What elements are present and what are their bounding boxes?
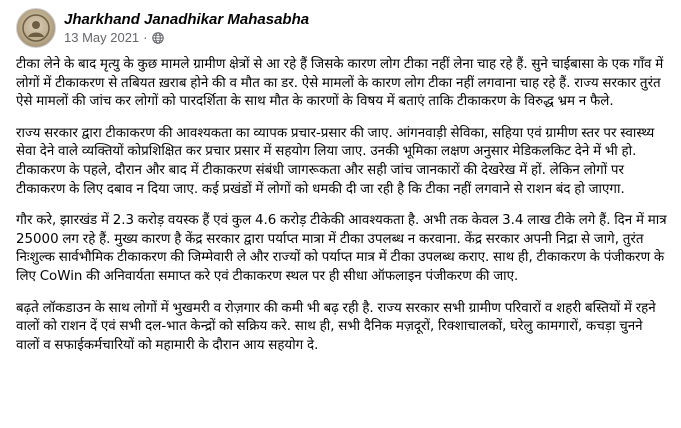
post-header bbox=[16, 8, 309, 48]
page-avatar[interactable] bbox=[16, 8, 56, 48]
avatar-emblem-icon bbox=[21, 13, 51, 43]
post-body bbox=[16, 56, 668, 368]
meta-separator: · bbox=[143, 30, 148, 45]
post-paragraph-2: राज्य सरकार द्वारा टीकाकरण की आवश्यकता का व्यापक प्रचार-प्रसार की जाए. आंगनवाड़ी सेविका, सहिया एवं ग्रामीण स्तर पर स्वास्थ्य सेवा देने वाले व्यक्तियों कोप्रशिक्षित कर प्रचार प्रसार में सहयोग लिया जाए. उनकी भूमिका लक्षण अनुसार मेडिकलकिट देने में भी हो. टीकाकरण के पहले, दौरान और बाद में टीकाकरण संबंधी जागरूकता और सही जांच जानकारों की देखरेख में हों. लेकिन लोगों पर टीकाकरण के लिए दबाव न दिया जाए. कई प्रखंडों में लोगों को धमकी दी जा रही है कि टीका नहीं लगवाने से राशन बंद हो जाएगा. bbox=[16, 125, 655, 197]
post-paragraph-4: बढ़ते लॉकडाउन के साथ लोगों में भुखमरी व रोज़गार की कमी भी बढ़ रही है. राज्य सरकार सभी ग्रामीण परिवारों व शहरी बस्तियों में रहने वालों को राशन दें एवं सभी दल-भात केन्द्रों को सक्रिय करे. साथ ही, सभी दैनिक मज़दूरों, रिक्शाचालकों, घरेलु कामगारों, कचड़ा चुनने वालों व सफाईकर्मचारियों को महामारी के दौरान आय सहयोग दे. bbox=[16, 300, 656, 353]
post-date[interactable]: 13 May 2021 bbox=[64, 30, 140, 45]
author-name[interactable]: Jharkhand Janadhikar Mahasabha bbox=[64, 11, 310, 28]
post-meta bbox=[64, 10, 309, 46]
post-paragraph-3: गौर करे, झारखंड में 2.3 करोड़ वयस्क हैं एवं कुल 4.6 करोड़ टीकेकी आवश्यकता है. अभी तक केवल 3.4 लाख टीके लगे हैं. दिन में मात्र 25000 लग रहे हैं. मुख्य कारण है केंद्र सरकार द्वारा पर्याप्त मात्रा में टीका उपलब्ध न करवाना. केंद्र सरकार अपनी निद्रा से जागे, तुरंत निःशुल्क सार्वभौमिक टीकाकरण की जिम्मेवारी ले और राज्यों को पर्याप्त मात्र में टीका उपलब्ध कराए. साथ ही, टीकाकरण के पंजीकरण के लिए CoWin की अनिवार्यता समाप्त करे एवं टीकाकरण स्थल पर ही सीधा ऑफलाइन पंजीकरण की जाए. bbox=[16, 213, 667, 284]
post-subline bbox=[64, 30, 309, 46]
globe-icon[interactable] bbox=[152, 32, 164, 44]
post-paragraph-1: टीका लेने के बाद मृत्यु के कुछ मामले ग्रामीण क्षेत्रों से आ रहे हैं जिसके कारण लोग टीका नहीं लेना चाह रहे हैं. सुने चाईबासा के एक गाँव में लोगों में टीकाकरण से तबियत ख़राब होने की व मौत का डर. ऐसे मामलों के कारण लोग टीका नहीं लगवाना चाह रहे हैं. राज्य सरकार तुरंत ऐसे मामलों की जांच कर लोगों को पारदर्शिता के साथ मौत के कारणों के विषय में बताएं ताकि टीकाकरण के विरुद्ध भ्रम न फैले. bbox=[16, 57, 664, 110]
